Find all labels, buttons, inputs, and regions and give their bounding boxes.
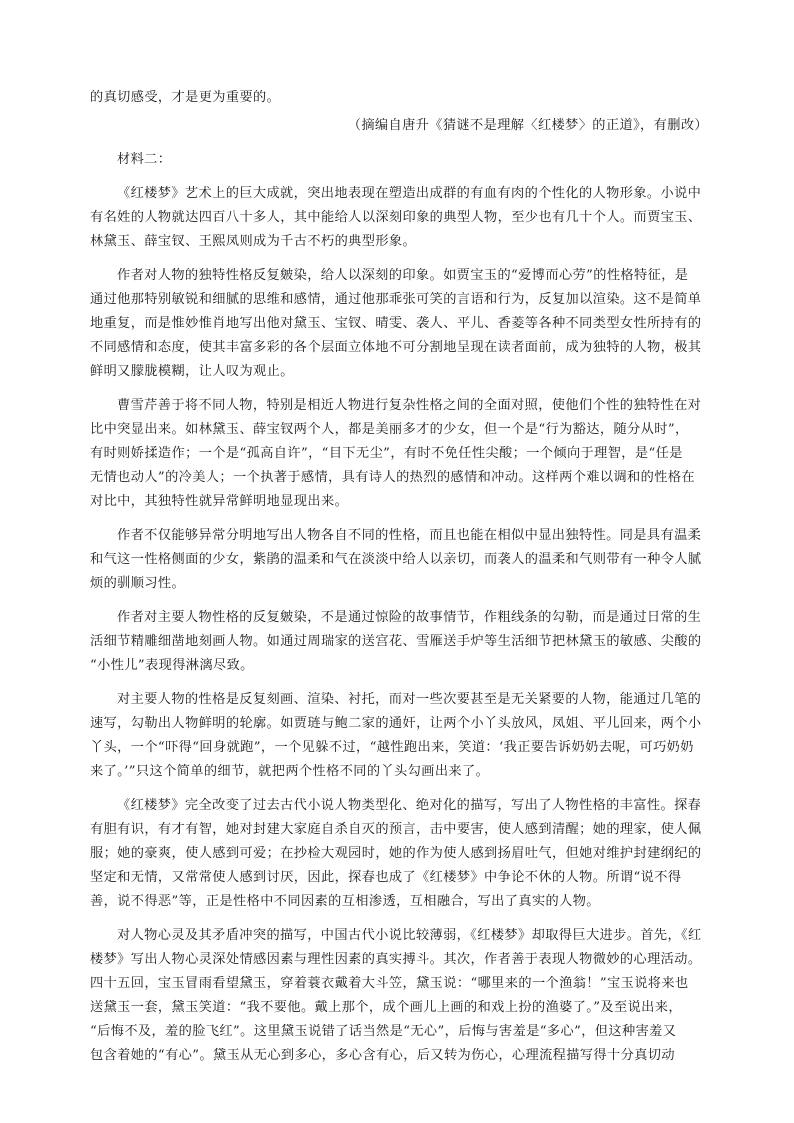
paragraph [90, 688, 708, 784]
paragraph-line: 速写，勾勒出人物鲜明的轮廓。如贾琏与鲍二家的通奸，让两个小丫头放风，凤姐、平儿回来，两个小 [90, 716, 702, 731]
paragraph-line: 曹雪芹善于将不同人物，特别是相近人物进行复杂性格之间的全面对照，使他们个性的独特性在对 [117, 398, 702, 413]
paragraph-line: 作者不仅能够异常分明地写出人物各自不同的性格，而且也能在相似中显出独特性。同是具有温柔 [117, 528, 702, 543]
paragraph-line: 来了。’”只这个简单的细节，就把两个性格不同的丫头勾画出来了。 [90, 764, 490, 779]
paragraph-line: “小性儿”表现得淋漓尽致。 [90, 658, 254, 673]
source-citation: （摘编自唐升《猜谜不是理解〈红楼梦〉的正道》，有删改） [347, 118, 708, 133]
paragraph-line: 《红楼梦》艺术上的巨大成就，突出地表现在塑造出成群的有血有肉的个性化的人物形象。小说中 [117, 186, 702, 201]
body-paragraphs [90, 182, 708, 1068]
paragraph-line: 服；她的豪爽，使人感到可爱；在抄检大观园时，她的作为使人感到扬眉吐气，但她对维护封建纲纪的 [90, 846, 702, 861]
paragraph-line: 通过他那特别敏锐和细腻的思维和感情，通过他那乖张可笑的言语和行为，反复加以渲染。这不是简单 [90, 292, 702, 307]
paragraph-line: 林黛玉、薛宝钗、王熙凤则成为千古不朽的典型形象。 [90, 234, 417, 249]
paragraph-line: 作者对人物的独特性格反复皴染，给人以深刻的印象。如贾宝玉的“爱博而心劳”的性格特征，是 [117, 268, 689, 283]
paragraph-line: 丫头，一个“吓得“回身就跑”，一个见躲不过，“越性跑出来，笑道：‘我正要告诉奶奶去呢，可巧奶奶 [90, 740, 694, 755]
paragraph-line: 活细节精雕细凿地刻画人物。如通过周瑞家的送宫花、雪雁送手炉等生活细节把林黛玉的敏感、尖酸的 [90, 634, 702, 649]
paragraph-line: 坚定和无情，又常常使人感到讨厌，因此，探春也成了《红楼梦》中争论不休的人物。所谓“说不得 [90, 870, 682, 885]
paragraph-line: 有胆有识，有才有智，她对封建大家庭自杀自灭的预言，击中要害，使人感到清醒；她的理家，使人佩 [90, 822, 702, 837]
paragraph-line: 地重复，而是惟妙惟肖地写出他对黛玉、宝钗、晴雯、袭人、平儿、香菱等各种不同类型女性所持有的 [90, 316, 702, 331]
paragraph [90, 606, 708, 678]
paragraph-line: 不同感情和态度，使其丰富多彩的各个层面立体地不可分割地呈现在读者面前，成为独特的人物，极其 [90, 340, 702, 355]
paragraph [90, 524, 708, 596]
paragraph-line: 送黛玉一套，黛玉笑道：“我不要他。戴上那个，成个画儿上画的和戏上扮的渔婆了。”及至说出来， [90, 1000, 682, 1015]
paragraph-line: 对主要人物的性格是反复刻画、渲染、衬托，而对一些次要甚至是无关紧要的人物，能通过几笔的 [117, 692, 702, 707]
paragraph-line: 四十五回，宝玉冒雨看望黛玉，穿着蓑衣戴着大斗笠，黛玉说：“哪里来的一个渔翁！”宝玉说将来也 [90, 976, 689, 991]
document-page [90, 86, 708, 1068]
paragraph-line: 有时则娇揉造作；一个是“孤高自许”，“目下无尘”，有时不免任性尖酸；一个倾向于理智，是“任是 [90, 446, 683, 461]
paragraph [90, 924, 708, 1068]
paragraph-line: 烦的驯顺习性。 [90, 576, 186, 591]
paragraph [90, 394, 708, 514]
paragraph-line: 和气这一性格侧面的少女，紫鹃的温柔和气在淡淡中给人以亲切，而袭人的温柔和气则带有一种令人腻 [90, 552, 702, 567]
paragraph [90, 182, 708, 254]
paragraph-line: 《红楼梦》完全改变了过去古代小说人物类型化、绝对化的描写，写出了人物性格的丰富性。探春 [117, 798, 702, 813]
paragraph-line: 鲜明又朦胧模糊，让人叹为观止。 [90, 364, 294, 379]
paragraph-line: 楼梦》写出人物心灵深处情感因素与理性因素的真实搏斗。其次，作者善于表现人物微妙的心理活动。 [90, 952, 702, 967]
paragraph-line: 包含着她的“有心”。黛玉从无心到多心，多心含有心，后又转为伤心，心理流程描写得十分真切动 [90, 1048, 675, 1063]
paragraph [90, 794, 708, 914]
paragraph-line: 对比中，其独特性就异常鲜明地显现出来。 [90, 494, 349, 509]
paragraph-line: 比中突显出来。如林黛玉、薛宝钗两个人，都是美丽多才的少女，但一个是“行为豁达，随分从时”， [90, 422, 689, 437]
paragraph-line: “后悔不及，羞的脸飞红”。这里黛玉说错了话当然是“无心”，后悔与害羞是“多心”，但这种害羞又 [90, 1024, 677, 1039]
paragraph-line: 善，说不得恶”等，正是性格中不同因素的互相渗透，互相融合，写出了真实的人物。 [90, 894, 600, 909]
paragraph-line: 对人物心灵及其矛盾冲突的描写，中国古代小说比较薄弱，《红楼梦》却取得巨大进步。首先，《红 [117, 928, 702, 943]
paragraph-line: 无情也动人”的冷美人；一个执著于感情，具有诗人的热烈的感情和冲动。这样两个难以调和的性格在 [90, 470, 695, 485]
paragraph [90, 264, 708, 384]
paragraph-line: 有名姓的人物就达四百八十多人，其中能给人以深刻印象的典型人物，至少也有几十个人。而贾宝玉、 [90, 210, 702, 225]
paragraph-line: 作者对主要人物性格的反复皴染，不是通过惊险的故事情节，作粗线条的勾勒，而是通过日常的生 [117, 610, 702, 625]
material-title: 材料二： [117, 152, 172, 167]
lead-line: 的真切感受，才是更为重要的。 [90, 90, 281, 105]
